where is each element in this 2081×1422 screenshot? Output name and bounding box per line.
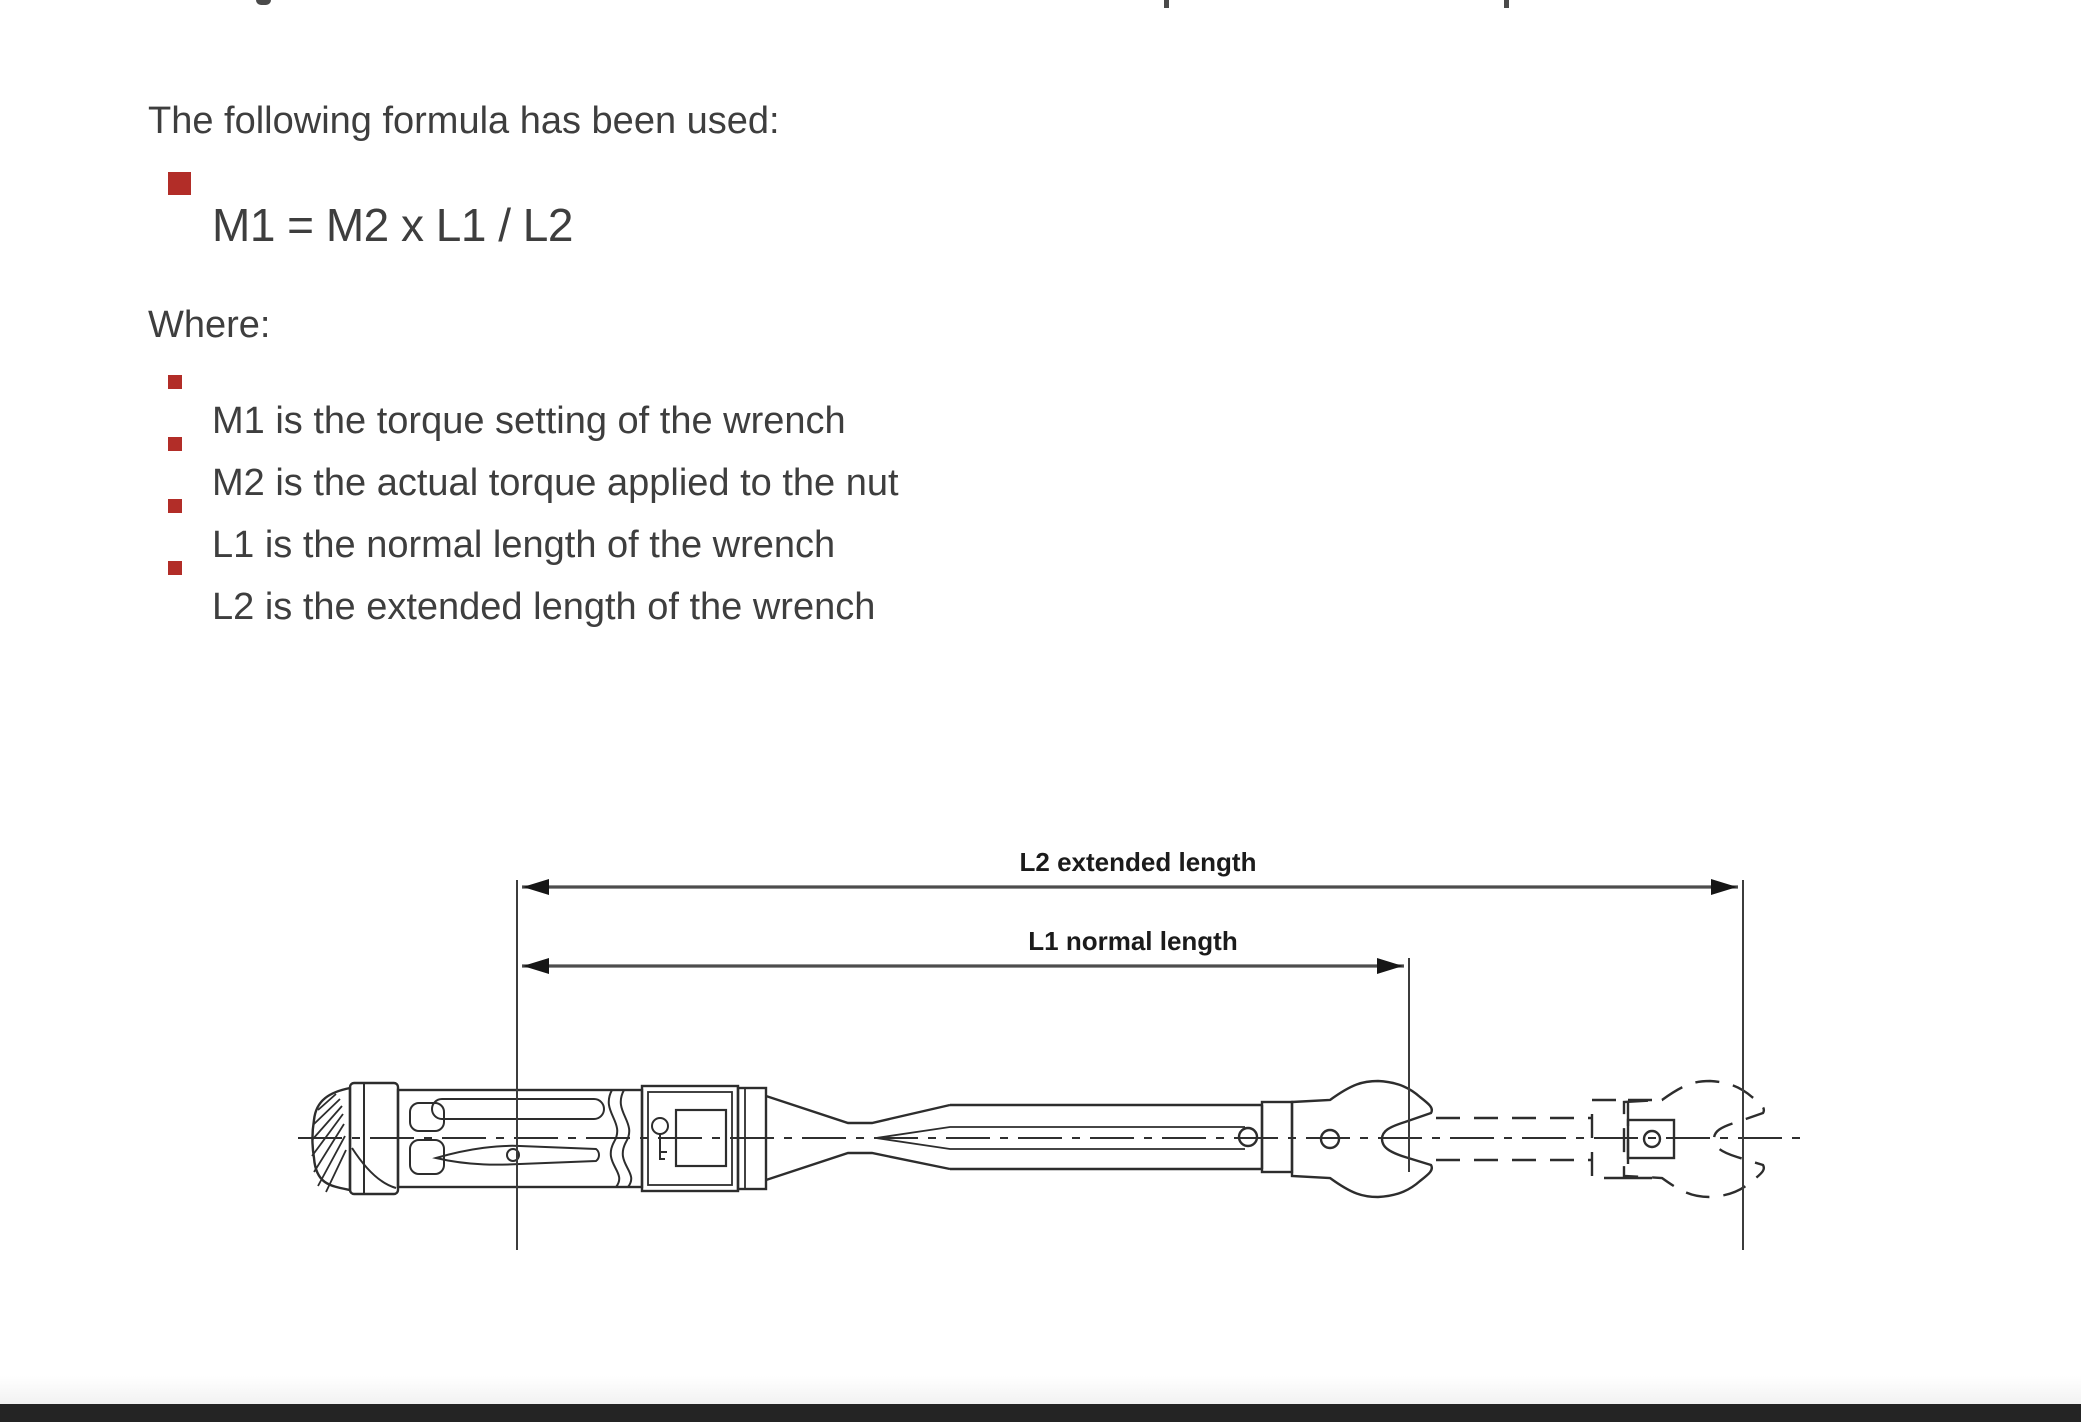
- definition-item: L1 is the normal length of the wrench: [212, 524, 836, 566]
- dimensions: [517, 847, 1743, 1250]
- cap-ring-curve: [352, 1148, 396, 1188]
- arrow-left-icon: [523, 879, 549, 895]
- beam-inner-top: [876, 1127, 1245, 1138]
- l1-dimension-label: L1 normal length: [1028, 926, 1238, 956]
- bottom-bar: [0, 1404, 2081, 1422]
- where-label: Where:: [148, 304, 271, 346]
- grip-bracket-upper: [410, 1103, 444, 1131]
- definition-item: L2 is the extended length of the wrench: [212, 586, 876, 628]
- beam-inner-bottom: [876, 1138, 1245, 1149]
- arrow-left-icon: [523, 958, 549, 974]
- page-bottom-fade: [0, 1376, 2081, 1404]
- formula-text: M1 = M2 x L1 / L2: [212, 199, 573, 251]
- definition-item: M1 is the torque setting of the wrench: [212, 400, 846, 442]
- definition-item: M2 is the actual torque applied to the nut: [212, 462, 899, 504]
- neck-top: [766, 1096, 950, 1123]
- l2-dimension-label: L2 extended length: [1019, 847, 1257, 877]
- arrow-right-icon: [1377, 958, 1403, 974]
- intro-text: The following formula has been used:: [148, 100, 780, 142]
- arrow-right-icon: [1711, 879, 1737, 895]
- neck-bottom: [766, 1153, 950, 1180]
